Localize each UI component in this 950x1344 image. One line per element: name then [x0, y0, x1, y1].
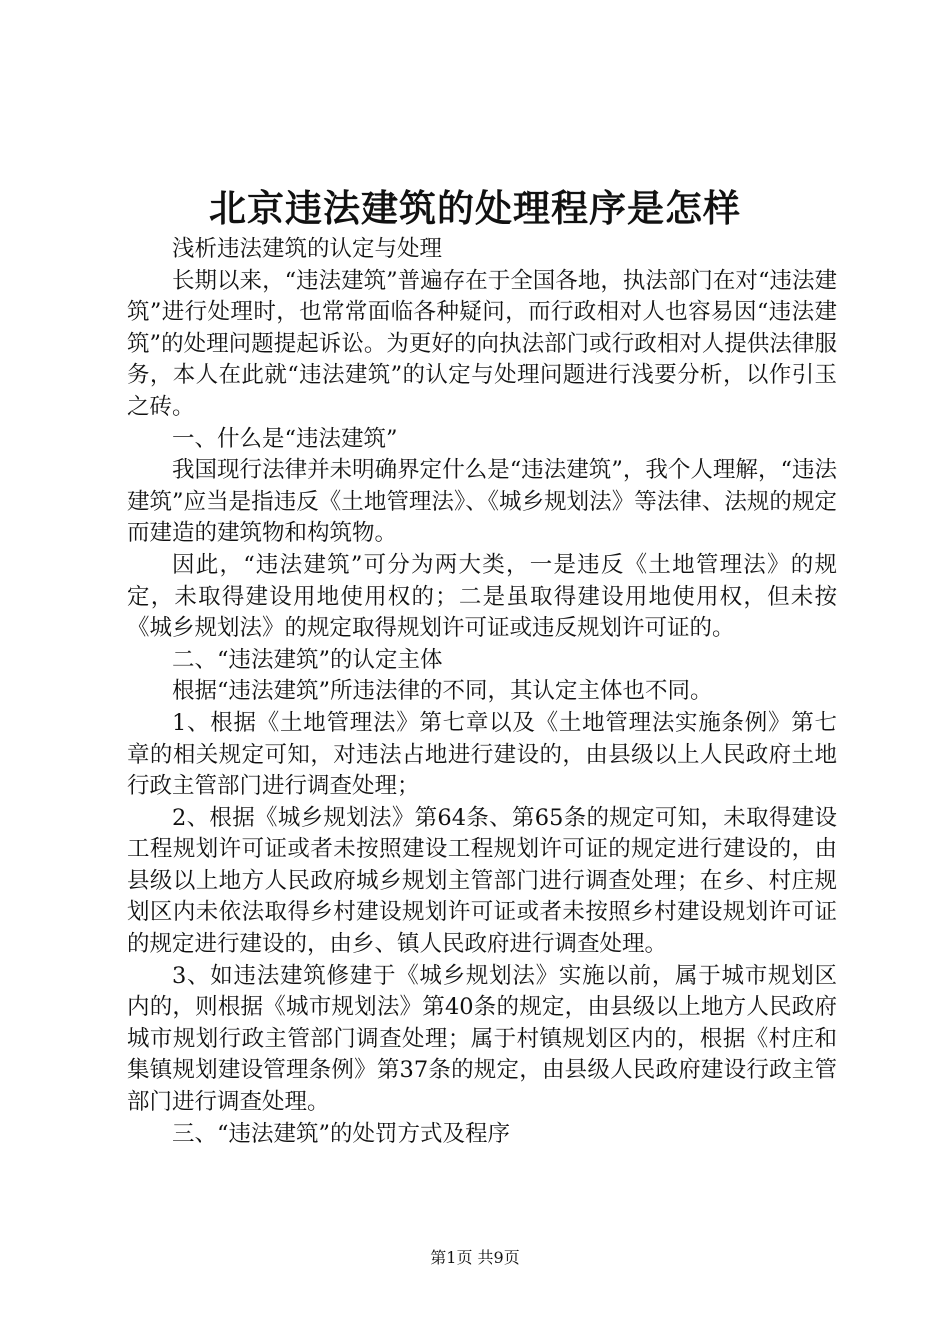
- paragraph: 2、根据《城乡规划法》第64条、第65条的规定可知，未取得建设工程规划许可证或者未按照建设工程规划许可证的规定进行建设的，由县级以上地方人民政府城乡规划主管部门进行调查处理；在乡、村庄规划区内未依法取得乡村建设规划许可证或者未按照乡村建设规划许可证的规定进行建设的，由乡、镇人民政府进行调查处理。: [127, 804, 837, 958]
- paragraph: 我国现行法律并未明确界定什么是“违法建筑”，我个人理解，“违法建筑”应当是指违反《土地管理法》、《城乡规划法》等法律、法规的规定而建造的建筑物和构筑物。: [127, 457, 837, 547]
- paragraph-subtitle: 浅析违法建筑的认定与处理: [172, 236, 443, 262]
- section-heading: 二、“违法建筑”的认定主体: [172, 646, 443, 673]
- paragraph: 因此，“违法建筑”可分为两大类，一是违反《土地管理法》的规定，未取得建设用地使用权的；二是虽取得建设用地使用权，但未按《城乡规划法》的规定取得规划许可证或违反规划许可证的。: [127, 551, 837, 642]
- section-heading: 三、“违法建筑”的处罚方式及程序: [172, 1120, 511, 1147]
- paragraph: 长期以来，“违法建筑”普遍存在于全国各地，执法部门在对“违法建筑”进行处理时，也常常面临各种疑问，而行政相对人也容易因“违法建筑”的处理问题提起诉讼。为更好的向执法部门或行政相对人提供法律服务，本人在此就“违法建筑”的认定与处理问题进行浅要分析，以作引玉之砖。: [127, 267, 837, 420]
- paragraph: 根据“违法建筑”所违法律的不同，其认定主体也不同。: [172, 678, 713, 705]
- paragraph: 1、根据《土地管理法》第七章以及《土地管理法实施条例》第七章的相关规定可知，对违法占地进行建设的，由县级以上人民政府土地行政主管部门进行调查处理；: [127, 709, 837, 800]
- document-body: [127, 234, 837, 1150]
- page-footer: 第1页 共9页: [430, 1248, 520, 1267]
- section-heading: 一、什么是“违法建筑”: [172, 425, 398, 452]
- paragraph: 3、如违法建筑修建于《城乡规划法》实施以前，属于城市规划区内的，则根据《城市规划法》第40条的规定，由县级以上地方人民政府城市规划行政主管部门调查处理；属于村镇规划区内的，根据《村庄和集镇规划建设管理条例》第37条的规定，由县级人民政府建设行政主管部门进行调查处理。: [127, 962, 837, 1116]
- document-title: 北京违法建筑的处理程序是怎样: [209, 186, 741, 230]
